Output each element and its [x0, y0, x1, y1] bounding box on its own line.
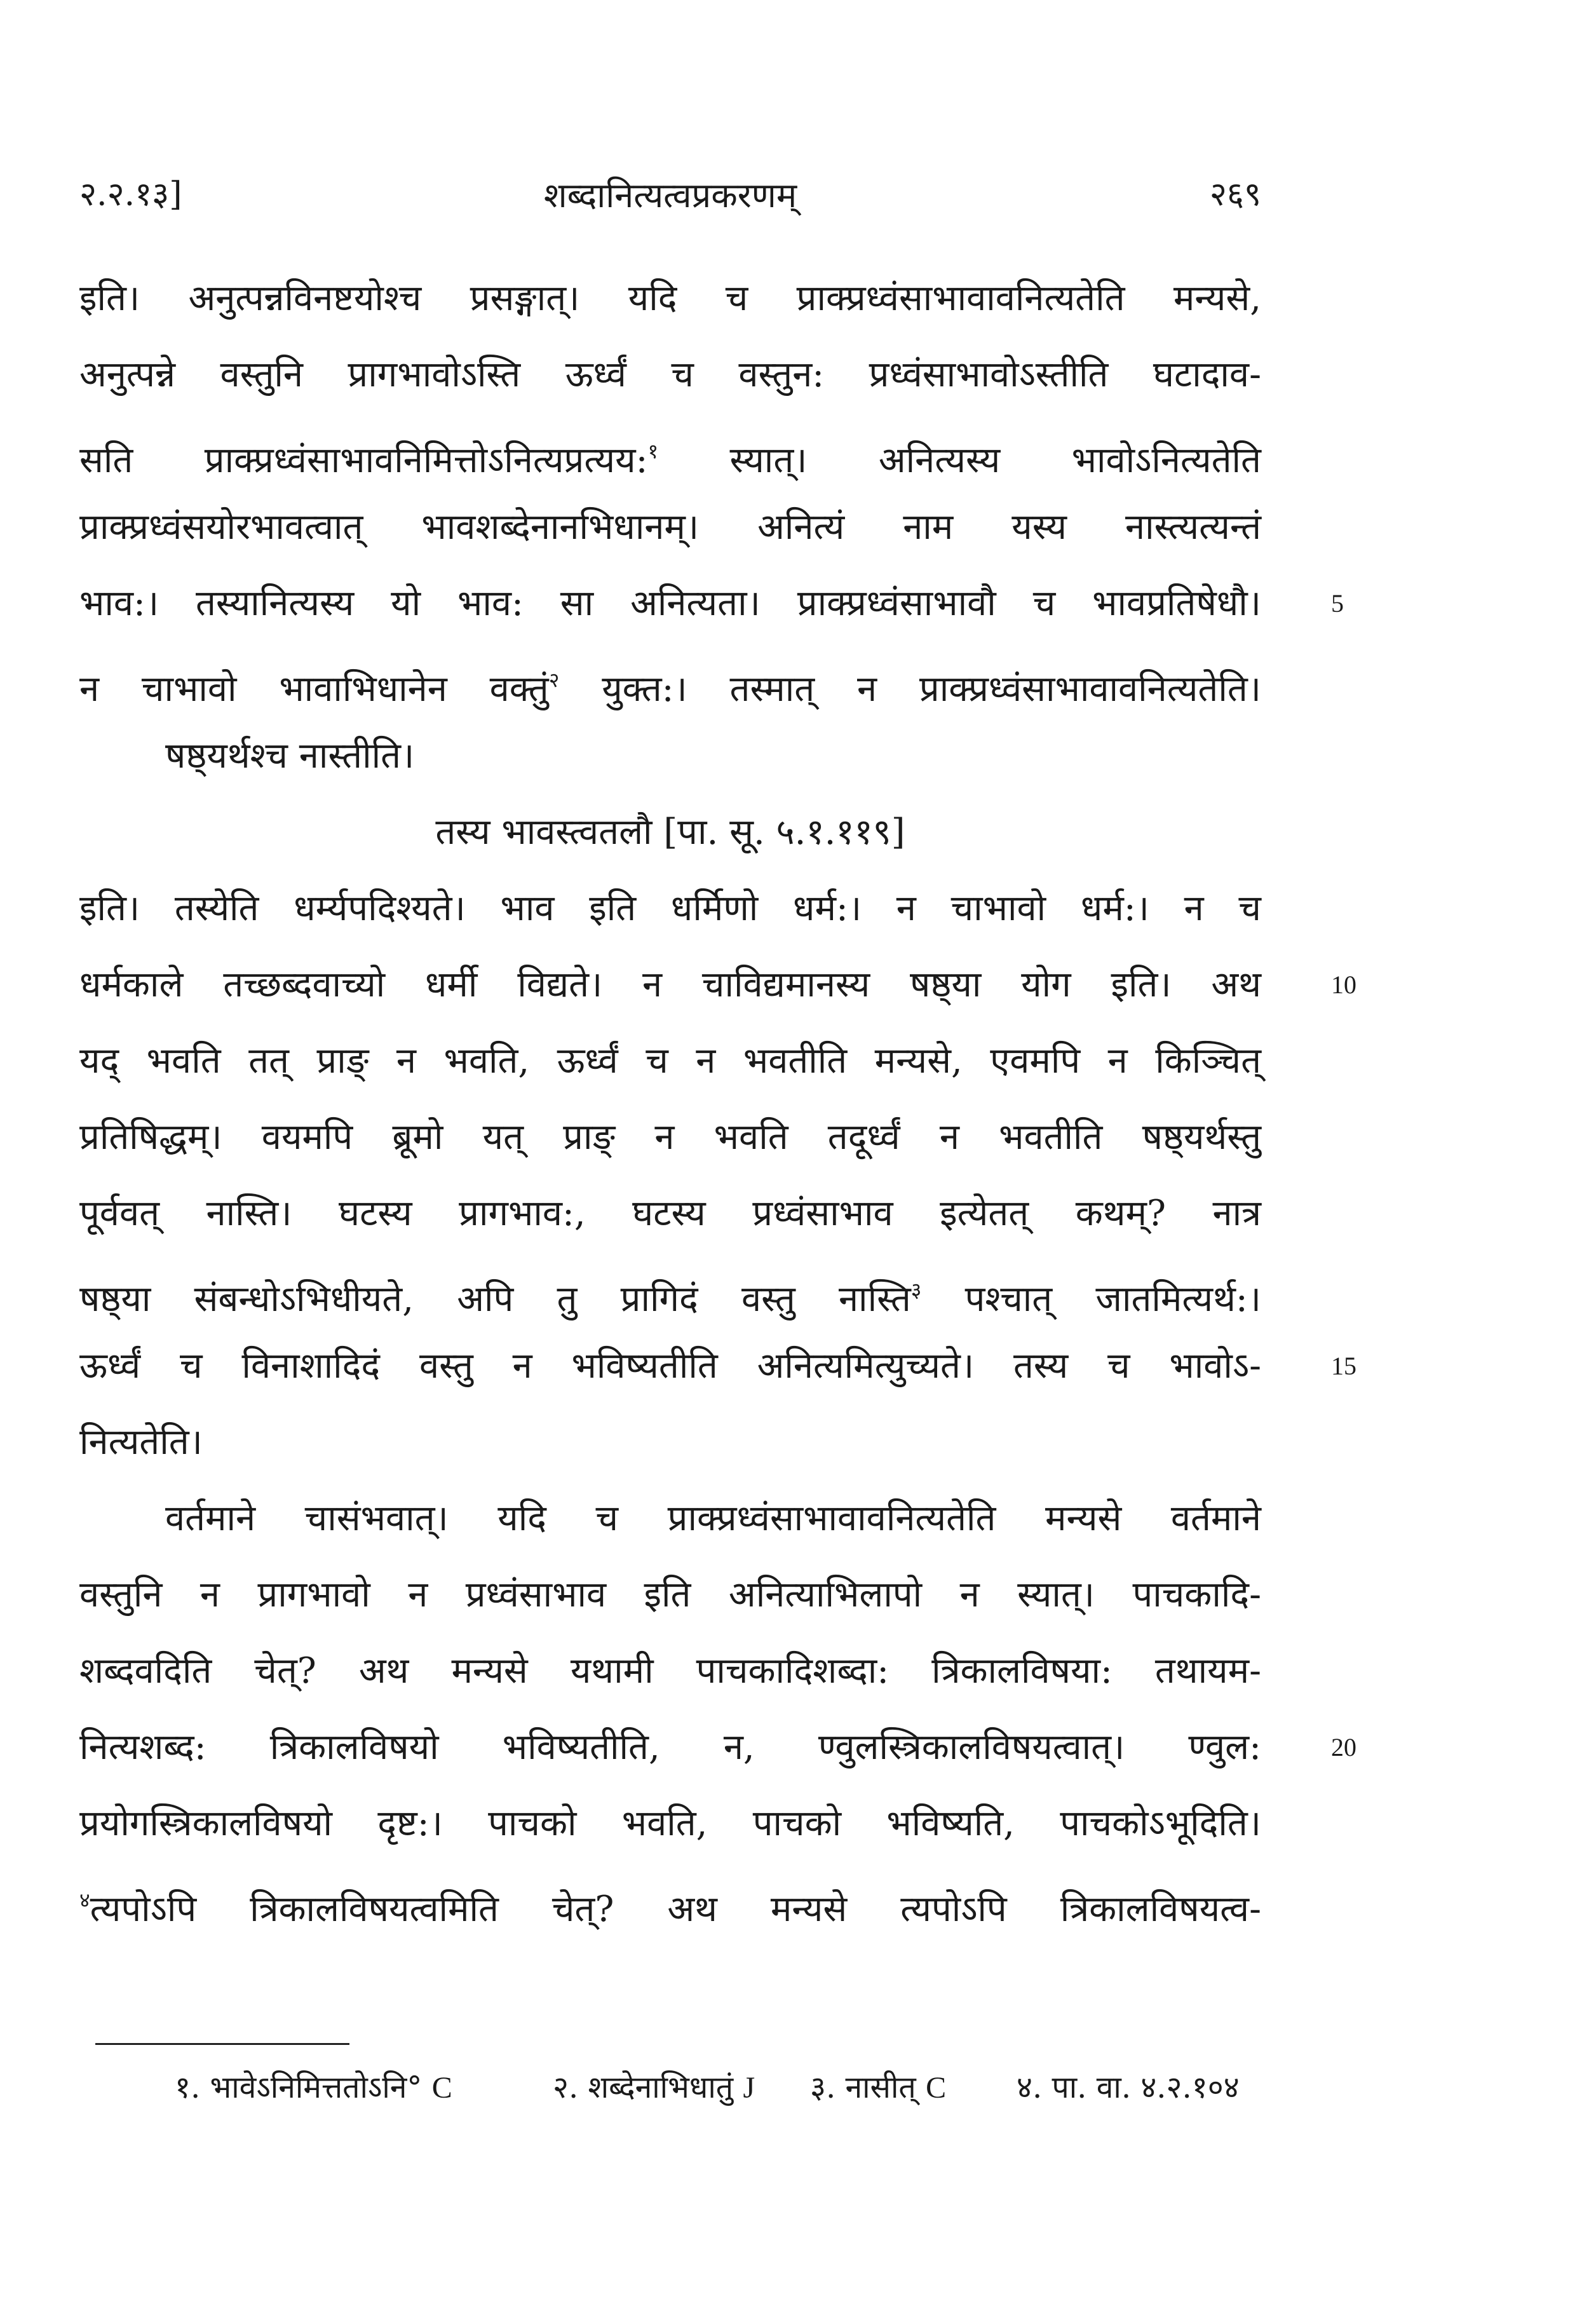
text-line: न चाभावो भावाभिधानेन वक्तुं$^२$ युक्त:। तस्मात् न प्राक्प्रध्वंसाभावावनित्यतेति।	[79, 668, 1261, 710]
text-line: वस्तुनि न प्रागभावो न प्रध्वंसाभाव इति अनित्याभिलापो न स्यात्। पाचकादि-	[79, 1574, 1261, 1615]
footnote-marker: २	[548, 668, 560, 692]
footnote-4: ४. पा. वा. ४.२.१०४	[1017, 2070, 1240, 2105]
text-line: षष्ठ्या संबन्धोऽभिधीयते, अपि तु प्रागिदं वस्तु नास्ति$^३$ पश्चात् जातमित्यर्थ:।	[79, 1278, 1261, 1320]
sutra-quote: तस्य भावस्त्वतलौ [पा. सू. ५.१.११९]	[435, 811, 905, 853]
page-number: २६९	[1209, 175, 1261, 214]
line-number: 10	[1331, 970, 1356, 999]
text-line: अनुत्पन्ने वस्तुनि प्रागभावोऽस्ति ऊर्ध्वं च वस्तुन: प्रध्वंसाभावोऽस्तीति घटादाव-	[79, 354, 1261, 395]
text-line: $^४$त्यपोऽपि त्रिकालविषयत्वमिति चेत्? अथ मन्यसे त्यपोऽपि त्रिकालविषयत्व-	[79, 1888, 1261, 1930]
text-line: पूर्ववत् नास्ति। घटस्य प्रागभाव:, घटस्य प्रध्वंसाभाव इत्येतत् कथम्? नात्र	[79, 1193, 1261, 1234]
footnote-2: २. शब्देनाभिधातुं J	[553, 2070, 755, 2105]
text-line: नित्यतेति।	[79, 1422, 203, 1463]
footnote-marker: ४	[79, 1888, 90, 1912]
text-line: प्रयोगस्त्रिकालविषयो दृष्ट:। पाचको भवति, पाचको भविष्यति, पाचकोऽभूदिति।	[79, 1803, 1261, 1844]
text-line: शब्दवदिति चेत्? अथ मन्यसे यथामी पाचकादिशब्दा: त्रिकालविषया: तथायम-	[79, 1650, 1261, 1692]
text-line: इति। तस्येति धर्म्यपदिश्यते। भाव इति धर्मिणो धर्म:। न चाभावो धर्म:। न च	[79, 888, 1261, 929]
text-line: ऊर्ध्वं च विनाशादिदं वस्तु न भविष्यतीति अनित्यमित्युच्यते। तस्य च भावोऽ-	[79, 1345, 1261, 1387]
text-line: षष्ठ्यर्थश्च नास्तीति।	[165, 735, 415, 777]
text-line: वर्तमाने चासंभवात्। यदि च प्राक्प्रध्वंसाभावावनित्यतेति मन्यसे वर्तमाने	[165, 1498, 1261, 1539]
text-line: नित्यशब्द: त्रिकालविषयो भविष्यतीति, न, ण्वुलस्त्रिकालविषयत्वात्। ण्वुल:	[79, 1727, 1261, 1768]
text-line: भाव:। तस्यानित्यस्य यो भाव: सा अनित्यता। प्राक्प्रध्वंसाभावौ च भावप्रतिषेधौ।	[79, 583, 1261, 624]
line-number: 5	[1331, 589, 1344, 618]
section-reference: २.२.१३]	[79, 175, 182, 214]
footnote-1: १. भावेऽनिमित्ततोऽनि° C	[175, 2070, 452, 2105]
chapter-title: शब्दानित्यत्वप्रकरणम्	[543, 175, 797, 215]
line-number: 20	[1331, 1733, 1356, 1762]
text-line: प्रतिषिद्धम्। वयमपि ब्रूमो यत् प्राङ् न भवति तदूर्ध्वं न भवतीति षष्ठ्यर्थस्तु	[79, 1117, 1261, 1158]
running-header	[79, 170, 1261, 227]
text-line: यद् भवति तत् प्राङ् न भवति, ऊर्ध्वं च न भवतीति मन्यसे, एवमपि न किञ्चित्	[79, 1040, 1261, 1082]
footnote-3: ३. नासीत् C	[810, 2070, 947, 2105]
footnote-separator	[95, 2043, 349, 2045]
text-line: सति प्राक्प्रध्वंसाभावनिमित्तोऽनित्यप्रत्यय:$^१$ स्यात्। अनित्यस्य भावोऽनित्यतेति	[79, 439, 1261, 481]
text-line: इति। अनुत्पन्नविनष्टयोश्च प्रसङ्गात्। यदि च प्राक्प्रध्वंसाभावावनित्यतेति मन्यसे,	[79, 278, 1261, 319]
footnote-marker: १	[647, 439, 659, 463]
footnote-marker: ३	[910, 1278, 922, 1302]
text-line: धर्मकाले तच्छब्दवाच्यो धर्मी विद्यते। न चाविद्यमानस्य षष्ठ्या योग इति। अथ	[79, 964, 1261, 1005]
text-line: प्राक्प्रध्वंसयोरभावत्वात् भावशब्देनानभिधानम्। अनित्यं नाम यस्य नास्त्यत्यन्तं	[79, 506, 1261, 548]
line-number: 15	[1331, 1352, 1356, 1380]
